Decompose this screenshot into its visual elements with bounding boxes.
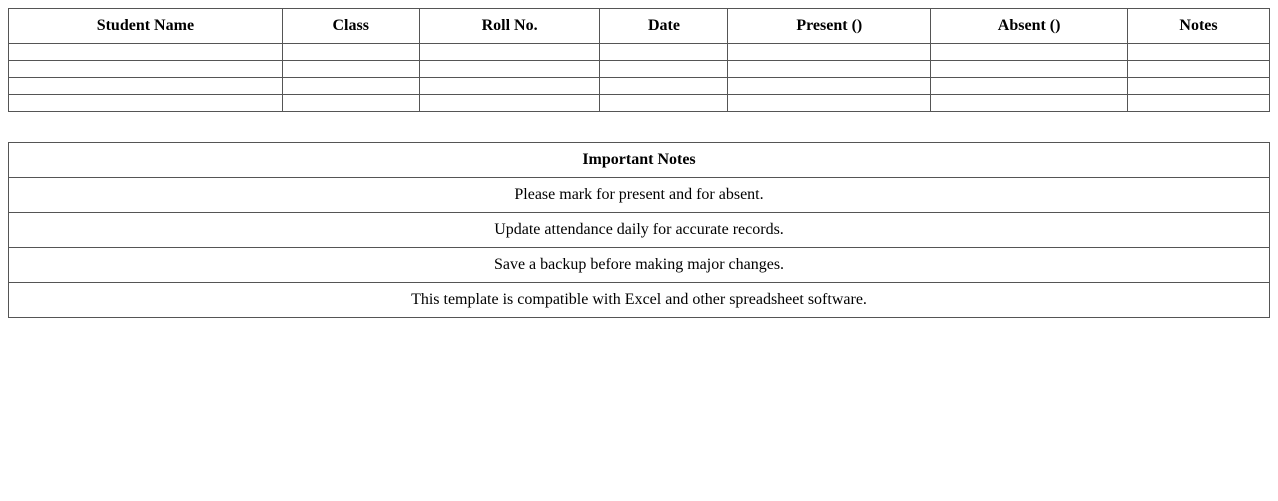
absent-cell[interactable] <box>931 78 1128 95</box>
table-row <box>9 61 1270 78</box>
table-row <box>9 44 1270 61</box>
student-name-cell[interactable] <box>9 78 283 95</box>
list-item <box>9 283 1270 318</box>
roll-no-cell[interactable] <box>419 61 600 78</box>
roll-no-cell[interactable] <box>419 78 600 95</box>
notes-title: Important Notes <box>9 143 1270 178</box>
present-cell[interactable] <box>728 44 931 61</box>
column-header-class: Class <box>282 9 419 44</box>
present-cell[interactable] <box>728 95 931 112</box>
column-header-student-name: Student Name <box>9 9 283 44</box>
notes-cell[interactable] <box>1128 61 1270 78</box>
absent-cell[interactable] <box>931 95 1128 112</box>
column-header-absent: Absent () <box>931 9 1128 44</box>
absent-cell[interactable] <box>931 44 1128 61</box>
list-item <box>9 213 1270 248</box>
column-header-date: Date <box>600 9 728 44</box>
present-cell[interactable] <box>728 78 931 95</box>
column-header-roll-no: Roll No. <box>419 9 600 44</box>
roll-no-cell[interactable] <box>419 44 600 61</box>
class-cell[interactable] <box>282 78 419 95</box>
date-cell[interactable] <box>600 78 728 95</box>
note-text: This template is compatible with Excel and other spreadsheet software. <box>9 283 1270 318</box>
student-name-cell[interactable] <box>9 95 283 112</box>
attendance-table <box>8 8 1270 112</box>
student-name-cell[interactable] <box>9 44 283 61</box>
student-name-cell[interactable] <box>9 61 283 78</box>
notes-cell[interactable] <box>1128 95 1270 112</box>
column-header-present: Present () <box>728 9 931 44</box>
table-row <box>9 95 1270 112</box>
important-notes-table <box>8 142 1270 318</box>
date-cell[interactable] <box>600 95 728 112</box>
class-cell[interactable] <box>282 61 419 78</box>
date-cell[interactable] <box>600 61 728 78</box>
list-item <box>9 248 1270 283</box>
class-cell[interactable] <box>282 44 419 61</box>
note-text: Update attendance daily for accurate records. <box>9 213 1270 248</box>
column-header-notes: Notes <box>1128 9 1270 44</box>
present-cell[interactable] <box>728 61 931 78</box>
header-row <box>9 9 1270 44</box>
notes-cell[interactable] <box>1128 44 1270 61</box>
class-cell[interactable] <box>282 95 419 112</box>
note-text: Please mark for present and for absent. <box>9 178 1270 213</box>
date-cell[interactable] <box>600 44 728 61</box>
notes-cell[interactable] <box>1128 78 1270 95</box>
table-row <box>9 78 1270 95</box>
note-text: Save a backup before making major changes. <box>9 248 1270 283</box>
roll-no-cell[interactable] <box>419 95 600 112</box>
list-item <box>9 178 1270 213</box>
absent-cell[interactable] <box>931 61 1128 78</box>
notes-header-row <box>9 143 1270 178</box>
